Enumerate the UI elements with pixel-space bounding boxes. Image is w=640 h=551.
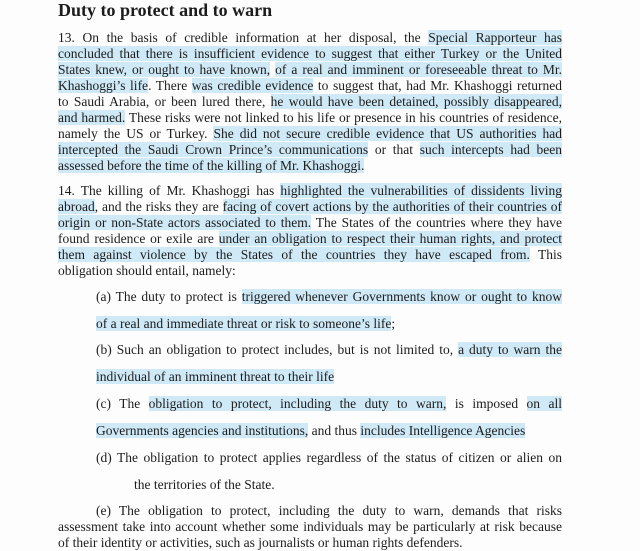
- section-heading: Duty to protect and to warn: [58, 0, 273, 20]
- highlighted-text: obligation to protect, including the duty to warn,: [148, 396, 447, 411]
- highlighted-text: assessed before the time of the killing of Mr. Khashoggi.: [58, 158, 365, 173]
- text-run: (a) The duty to protect is: [96, 289, 242, 304]
- text-run: to Saudi Arabia, or been lured there,: [58, 94, 271, 109]
- highlighted-text: was credible evidence: [191, 78, 314, 93]
- text-run: , and the risks they are: [94, 199, 223, 214]
- highlighted-text: origin or non-State actors associated to them.: [58, 215, 312, 230]
- highlighted-text: a duty to warn the: [458, 342, 562, 357]
- text-run: namely the US or Turkey.: [58, 126, 214, 141]
- text-run: of their identity or activities, such as journalists or human rights defenders.: [58, 535, 463, 550]
- highlighted-text: concluded that there is insufficient evidence to suggest that either Turkey or the United: [58, 46, 562, 61]
- text-run: the territories of the State.: [134, 477, 275, 492]
- highlighted-text: on all: [526, 396, 563, 411]
- text-line: [58, 263, 236, 279]
- text-run: 14. The killing of Mr. Khashoggi has: [58, 183, 281, 198]
- text-line: [96, 450, 562, 466]
- text-run: (d) The obligation to protect applies regardless of the status of citizen or alien on: [96, 450, 562, 465]
- text-run: is imposed: [446, 396, 527, 411]
- highlighted-text: She did not secure credible evidence that US authorities had: [213, 126, 562, 141]
- text-run: The States of the countries where they have: [311, 215, 563, 230]
- highlighted-text: them against violence by the States of the countries they have escaped from.: [58, 247, 530, 262]
- highlighted-text: includes Intelligence Agencies: [360, 423, 526, 438]
- text-run: (e) The obligation to protect, including the duty to warn, demands that risks: [96, 503, 562, 518]
- text-line: [58, 78, 562, 94]
- text-line: [58, 126, 562, 142]
- highlighted-text: under an obligation to respect their human rights, and protect: [218, 231, 562, 246]
- text-line: [58, 62, 562, 78]
- highlighted-text: Special Rapporteur has: [428, 30, 563, 45]
- text-run: . There: [148, 78, 192, 93]
- text-line: [134, 477, 275, 493]
- text-line: [58, 199, 562, 215]
- text-line: [58, 215, 562, 231]
- text-line: [96, 369, 334, 385]
- text-run: to suggest that, had Mr. Khashoggi returned: [313, 78, 562, 93]
- text-line: [58, 231, 562, 247]
- text-run: (c) The: [96, 396, 149, 411]
- text-line: [58, 110, 562, 126]
- highlighted-text: facing of covert actions by the authorities of their countries of: [222, 199, 563, 214]
- text-run: assessment take into account whether some individuals may be particularly at risk because: [58, 519, 562, 534]
- text-line: [58, 247, 562, 263]
- highlighted-text: of a real and imminent or foreseeable threat to Mr.: [275, 62, 562, 77]
- text-run: (b) Such an obligation to protect includes, but is not limited to,: [96, 342, 459, 357]
- highlighted-text: of a real and immediate threat or risk to someone’s life: [96, 316, 392, 331]
- highlighted-text: he would have been detained, possibly disappeared,: [270, 94, 562, 109]
- highlighted-text: States knew, or ought to have known,: [58, 62, 271, 77]
- text-run: or that: [368, 142, 420, 157]
- highlighted-text: intercepted the Saudi Crown Prince’s communications: [58, 142, 369, 157]
- text-line: [58, 158, 364, 174]
- text-run: 13. On the basis of credible information at her disposal, the: [58, 30, 429, 45]
- text-line: [96, 316, 395, 332]
- text-run: found residence or exile are: [58, 231, 219, 246]
- text-line: [96, 396, 562, 412]
- highlighted-text: Khashoggi’s life: [58, 78, 149, 93]
- text-line: [58, 30, 562, 46]
- text-line: [96, 342, 562, 358]
- text-run: obligation should entail, namely:: [58, 263, 236, 278]
- text-run: These risks were not linked to his life or presence in his countries of residence,: [125, 110, 562, 125]
- text-line: [58, 519, 562, 535]
- highlighted-text: triggered whenever Governments know or ought to know: [241, 289, 563, 304]
- text-line: [58, 535, 463, 551]
- text-line: [96, 289, 562, 305]
- text-line: [58, 94, 562, 110]
- text-run: and thus: [308, 423, 361, 438]
- text-line: [58, 142, 562, 158]
- text-line: [58, 183, 562, 199]
- highlighted-text: and harmed.: [58, 110, 126, 125]
- highlighted-text: abroad: [58, 199, 95, 214]
- text-line: [96, 423, 525, 439]
- text-line: [96, 503, 562, 519]
- highlighted-text: individual of an imminent threat to their life: [96, 369, 335, 384]
- text-run: ;: [391, 316, 396, 331]
- highlighted-text: highlighted the vulnerabilities of dissidents living: [280, 183, 562, 198]
- highlighted-text: Governments agencies and institutions,: [96, 423, 309, 438]
- text-line: [58, 46, 562, 62]
- text-run: This: [529, 247, 562, 262]
- highlighted-text: such intercepts had been: [419, 142, 563, 157]
